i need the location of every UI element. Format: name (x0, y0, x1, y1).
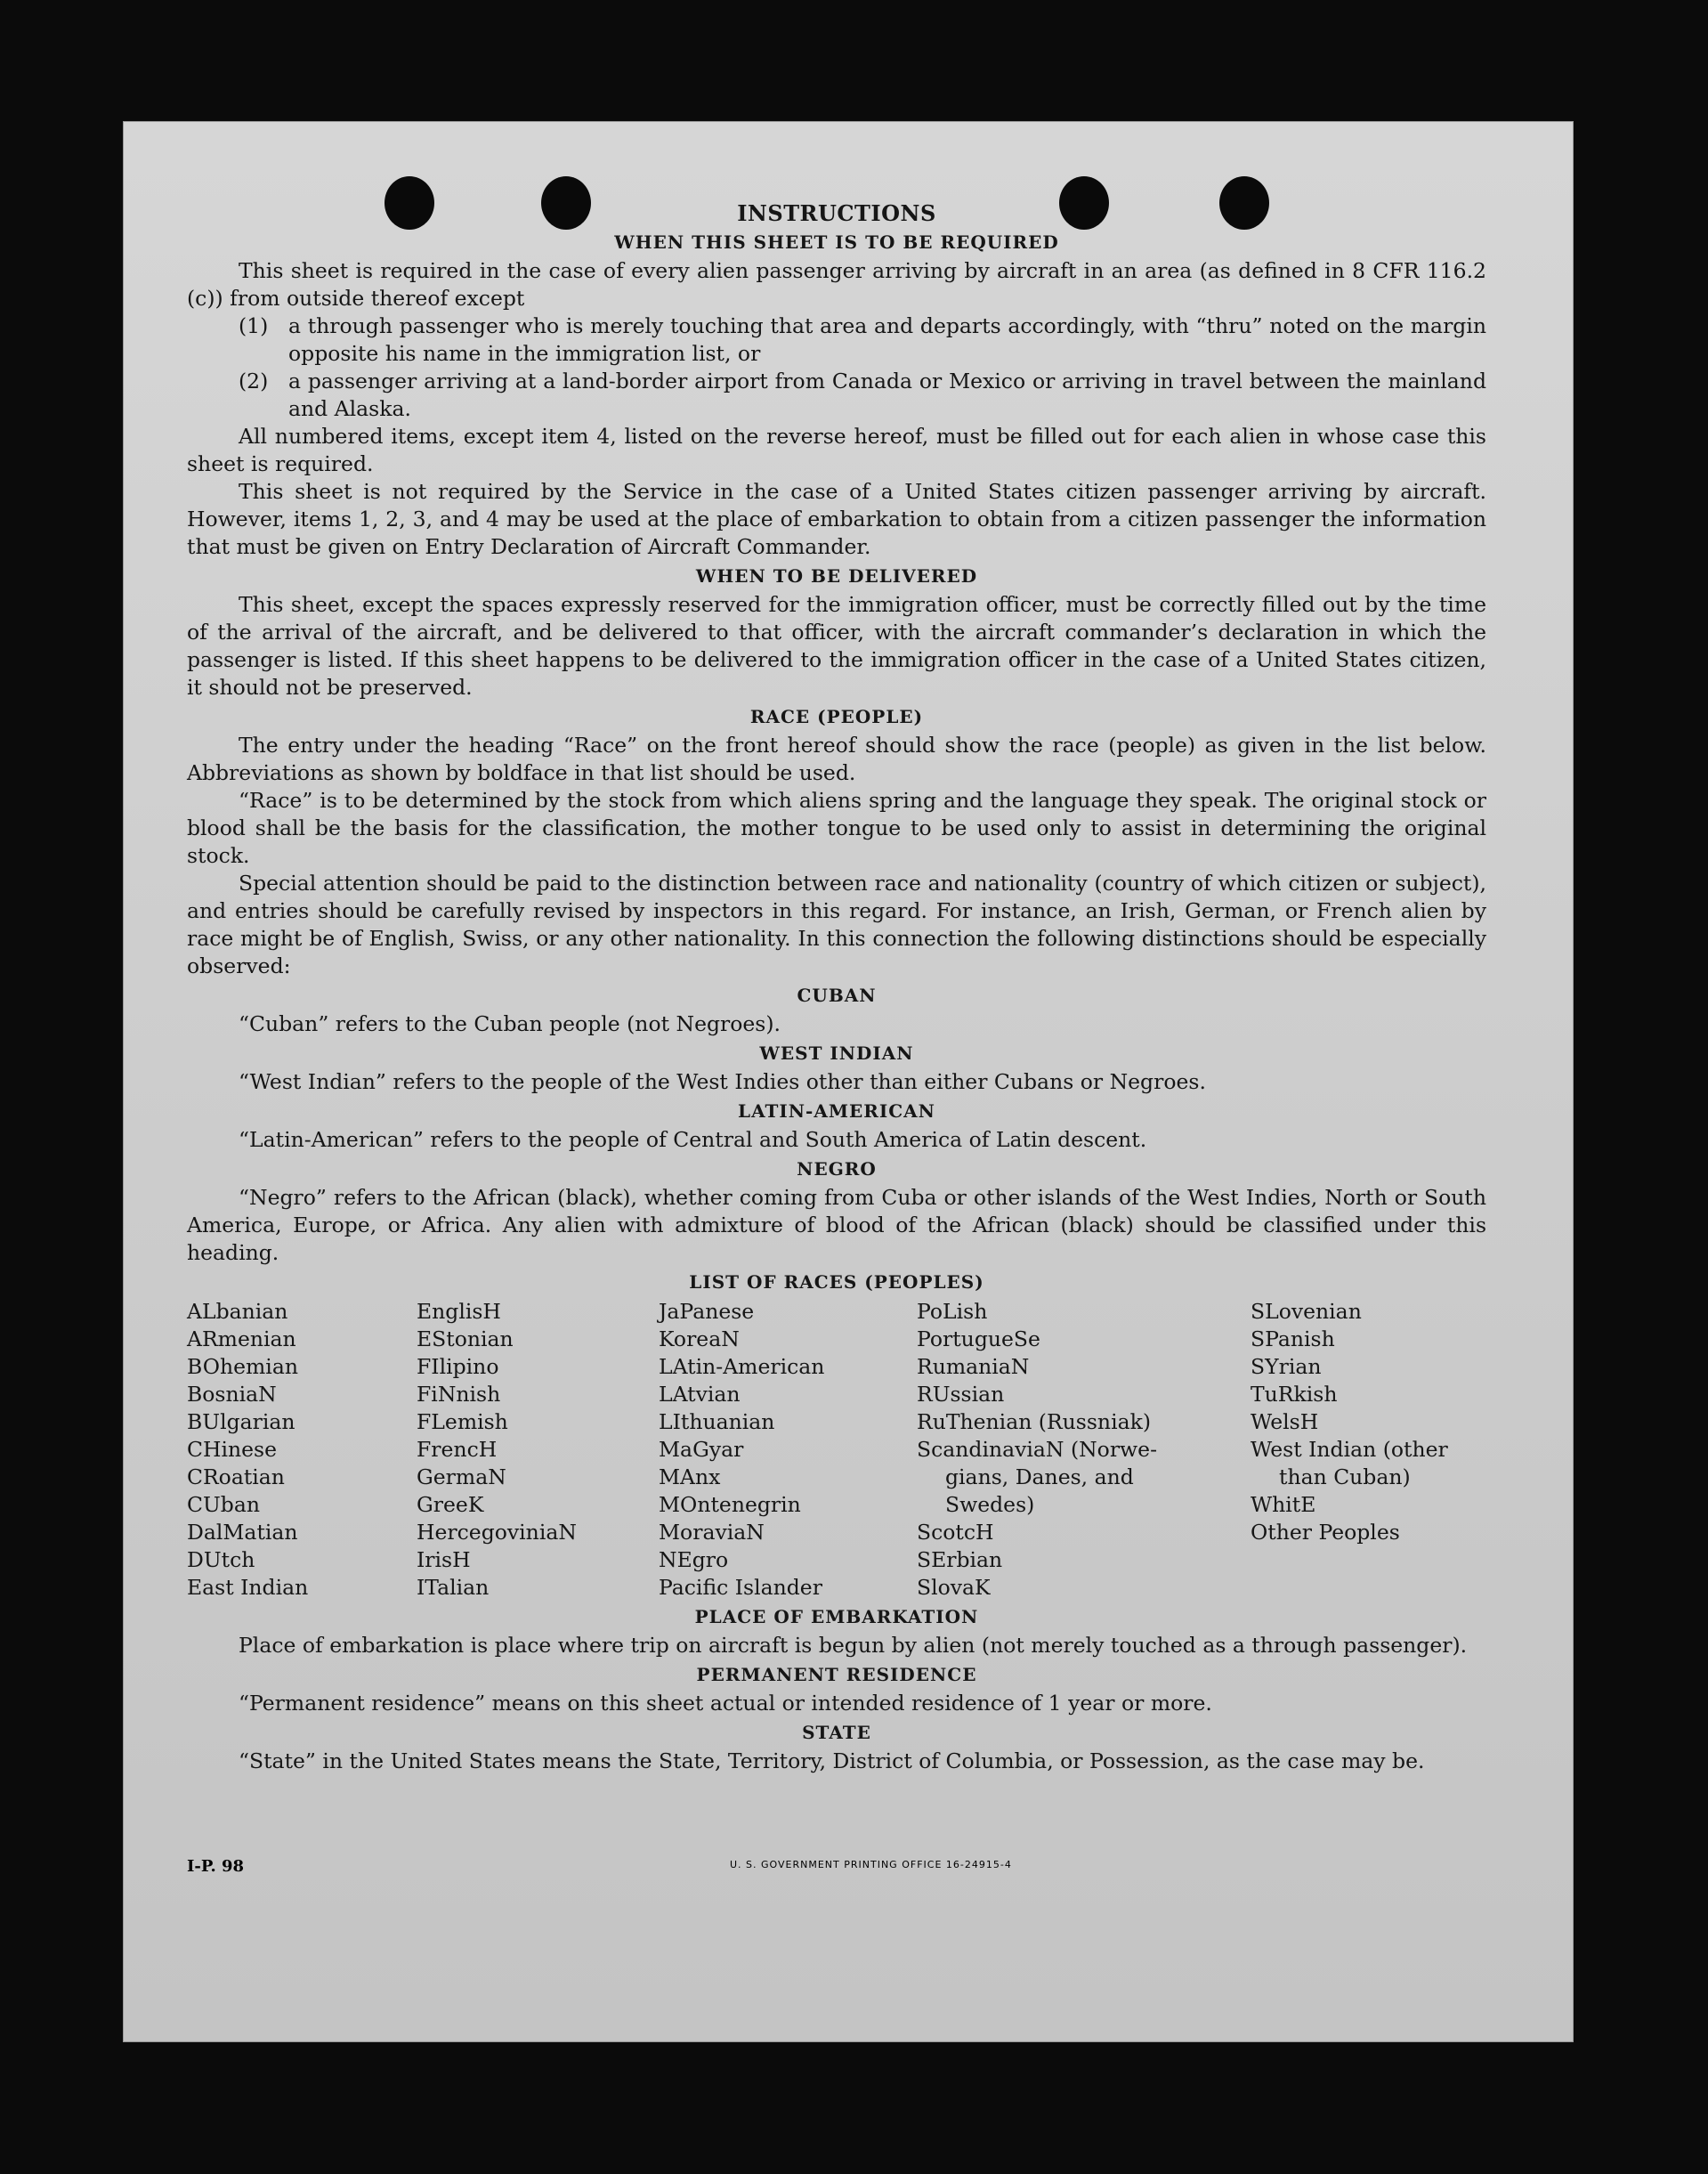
paragraph: This sheet is required in the case of every alien passenger arriving by aircraft in an area (as defined in 8 CFR 116.2 (c)) from outside thereof except (187, 258, 1486, 311)
list-item: ALbanian (187, 1299, 288, 1324)
list-item: CHinese (187, 1437, 277, 1462)
heading-race: RACE (PEOPLE) (749, 706, 924, 727)
list-item: LIthuanian (659, 1409, 775, 1434)
list-item-continued: than Cuban) (1279, 1464, 1411, 1489)
heading-negro: NEGRO (797, 1158, 877, 1180)
list-item: CRoatian (187, 1464, 285, 1489)
list-item: ARmenian (187, 1326, 296, 1351)
paragraph: Place of embarkation is place where trip on aircraft is begun by alien (not merely touched as a through passenger). (239, 1633, 1468, 1658)
list-item (239, 368, 1486, 423)
heading-latin-american: LATIN-AMERICAN (738, 1100, 935, 1122)
races-column-2 (417, 1298, 659, 1602)
list-item: Other Peoples (1251, 1520, 1400, 1545)
paragraph: “Cuban” refers to the Cuban people (not Negroes). (239, 1011, 781, 1036)
list-item-continued: Swedes) (945, 1492, 1035, 1517)
races-column-5 (1251, 1298, 1486, 1602)
heading-state: STATE (802, 1722, 871, 1743)
list-item: LAtin-American (659, 1354, 825, 1379)
form-number: I-P. 98 (187, 1857, 245, 1876)
list-item: TuRkish (1251, 1382, 1338, 1407)
item-number: (2) (239, 369, 269, 393)
list-item: SlovaK (917, 1575, 991, 1600)
list-item: KoreaN (659, 1326, 740, 1351)
list-item: RUssian (917, 1382, 1005, 1407)
instructions-content (187, 199, 1486, 1775)
list-item: WhitE (1251, 1492, 1316, 1517)
list-item: ScotcH (917, 1520, 994, 1545)
list-item: EStonian (417, 1326, 514, 1351)
paragraph: “Negro” refers to the African (black), whether coming from Cuba or other islands of the West Indies, North or South America, Europe, or Africa. Any alien with admixture of blood of the African (black) should be classified under this heading. (187, 1185, 1486, 1265)
paragraph: “Race” is to be determined by the stock from which aliens spring and the language they speak. The original stock or blood shall be the basis for the classification, the mother tongue to be used only to assist in determining the original stock. (187, 788, 1486, 868)
list-item: LAtvian (659, 1382, 741, 1407)
list-item: MAnx (659, 1464, 721, 1489)
list-item: FiNnish (417, 1382, 501, 1407)
list-item: BOhemian (187, 1354, 298, 1379)
heading-when-delivered: WHEN TO BE DELIVERED (695, 565, 978, 587)
list-item: MoraviaN (659, 1520, 765, 1545)
paragraph: This sheet is not required by the Service in the case of a United States citizen passenger arriving by aircraft. However, items 1, 2, 3, and 4 may be used at the place of embarkation to obtain from a citizen passenger the information that must be given on Entry Declaration of Aircraft Commander. (187, 479, 1486, 559)
item-text: a through passenger who is merely touching that area and departs accordingly, with “thru” noted on the margin opposite his name in the immigration list, or (288, 313, 1486, 366)
list-item: East Indian (187, 1575, 309, 1600)
list-item: RumaniaN (917, 1354, 1030, 1379)
paragraph: “State” in the United States means the State, Territory, District of Columbia, or Possession, as the case may be. (239, 1748, 1425, 1773)
list-item: West Indian (other (1251, 1437, 1448, 1462)
paragraph: “West Indian” refers to the people of the West Indies other than either Cubans or Negroes. (239, 1069, 1206, 1094)
printer-imprint: U. S. GOVERNMENT PRINTING OFFICE 16-24915-4 (730, 1859, 1012, 1870)
list-item: JaPanese (659, 1299, 755, 1324)
list-item: HercegoviniaN (417, 1520, 577, 1545)
races-column-3 (659, 1298, 917, 1602)
heading-permanent-residence: PERMANENT RESIDENCE (696, 1664, 977, 1685)
list-item: SPanish (1251, 1326, 1335, 1351)
list-item: MOntenegrin (659, 1492, 801, 1517)
list-item: Pacific Islander (659, 1575, 822, 1600)
paragraph: Special attention should be paid to the distinction between race and nationality (country of which citizen or subject), and entries should be carefully revised by inspectors in this regard. For instance, an Irish, German, or French alien by race might be of English, Swiss, or any other nationality. In this connection the following distinctions should be especially observed: (187, 871, 1486, 978)
list-item: RuThenian (Russniak) (917, 1409, 1151, 1434)
page-title: INSTRUCTIONS (737, 200, 936, 226)
paragraph: All numbered items, except item 4, listed on the reverse hereof, must be filled out for each alien in whose case this sheet is required. (187, 424, 1486, 476)
list-item: FrencH (417, 1437, 498, 1462)
list-item: BUlgarian (187, 1409, 295, 1434)
list-item: ITalian (417, 1575, 490, 1600)
paragraph: This sheet, except the spaces expressly reserved for the immigration officer, must be correctly filled out by the time of the arrival of the aircraft, and be delivered to that officer, with the aircraft commander’s declaration in which the passenger is listed. If this sheet happens to be delivered to the immigration officer in the case of a United States citizen, it should not be preserved. (187, 592, 1486, 700)
list-item: CUban (187, 1492, 260, 1517)
list-item: FIlipino (417, 1354, 499, 1379)
list-item: MaGyar (659, 1437, 744, 1462)
list-item: PoLish (917, 1299, 988, 1324)
list-item-continued: gians, Danes, and (945, 1464, 1134, 1489)
heading-cuban: CUBAN (797, 985, 877, 1006)
paragraph: The entry under the heading “Race” on the front hereof should show the race (people) as given in the list below. Abbreviations as shown by boldface in that list should be used. (187, 733, 1486, 785)
list-item: SErbian (917, 1547, 1003, 1572)
paragraph: “Latin-American” refers to the people of Central and South America of Latin descent. (239, 1127, 1147, 1152)
list-item: WelsH (1251, 1409, 1319, 1434)
list-item: GreeK (417, 1492, 484, 1517)
list-item: EnglisH (417, 1299, 501, 1324)
heading-place-of-embarkation: PLACE OF EMBARKATION (694, 1606, 979, 1627)
list-item: GermaN (417, 1464, 506, 1489)
list-item: IrisH (417, 1547, 471, 1572)
item-text: a passenger arriving at a land-border airport from Canada or Mexico or arriving in travel between the mainland and Alaska. (288, 369, 1486, 421)
list-item: DalMatian (187, 1520, 298, 1545)
list-item: PortugueSe (917, 1326, 1040, 1351)
races-column-4 (917, 1298, 1251, 1602)
document-sheet (123, 121, 1574, 2042)
list-item: FLemish (417, 1409, 508, 1434)
item-number: (1) (239, 313, 269, 338)
heading-list-of-races: LIST OF RACES (PEOPLES) (689, 1271, 984, 1293)
races-list (187, 1298, 1486, 1602)
list-item: NEgro (659, 1547, 729, 1572)
list-item: ScandinaviaN (Norwe- (917, 1437, 1158, 1462)
list-item (239, 312, 1486, 368)
list-item: DUtch (187, 1547, 255, 1572)
heading-west-indian: WEST INDIAN (759, 1042, 914, 1064)
heading-when-required: WHEN THIS SHEET IS TO BE REQUIRED (614, 231, 1059, 253)
list-item: BosniaN (187, 1382, 277, 1407)
races-column-1 (187, 1298, 417, 1602)
paragraph: “Permanent residence” means on this sheet actual or intended residence of 1 year or more. (239, 1691, 1212, 1716)
list-item: SYrian (1251, 1354, 1322, 1379)
list-item: SLovenian (1251, 1299, 1362, 1324)
